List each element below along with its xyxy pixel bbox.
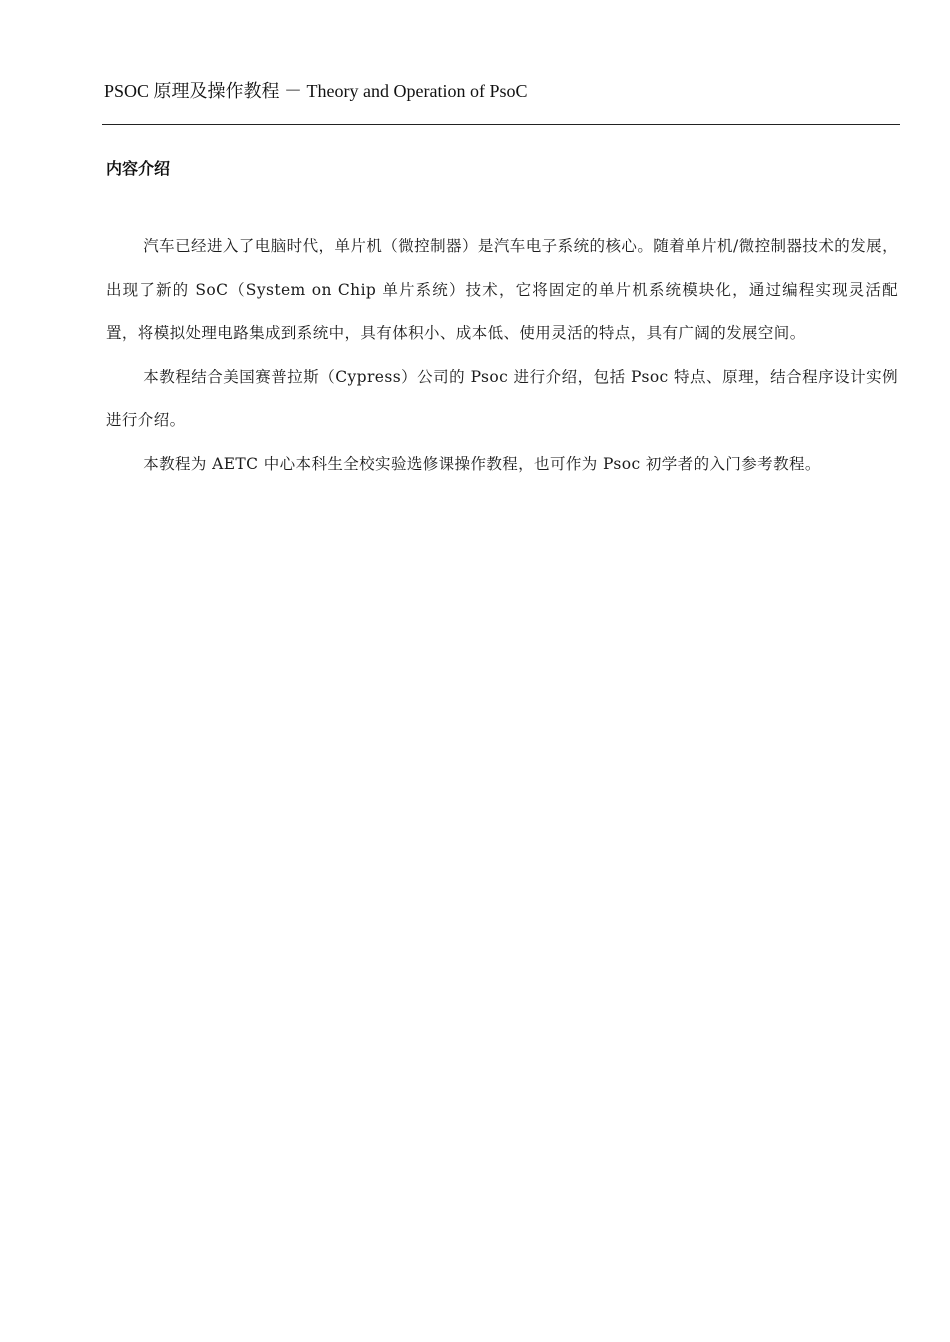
paragraph-course-usage: 本教程为 AETC 中心本科生全校实验选修课操作教程，也可作为 Psoc 初学者的入门参考教程。 xyxy=(143,454,821,473)
content-body xyxy=(106,225,898,486)
page-header: PSOC 原理及操作教程 － Theory and Operation of PsoC xyxy=(104,81,528,101)
paragraph-intro: 汽车已经进入了电脑时代，单片机（微控制器）是汽车电子系统的核心。随着单片机/微控制器技术的发展，出现了新的 SoC（System on Chip 单片系统）技术，它将固定的单片机系统模块化，通过编程实现灵活配置，将模拟处理电路集成到系统中，具有体积小、成本低、使用灵活的特点，具有广阔的发展空间。 xyxy=(106,237,898,342)
header-divider xyxy=(102,124,900,125)
section-title: 内容介绍 xyxy=(106,159,171,178)
paragraph-course-content: 本教程结合美国赛普拉斯（Cypress）公司的 Psoc 进行介绍，包括 Psoc 特点、原理，结合程序设计实例进行介绍。 xyxy=(106,367,898,429)
